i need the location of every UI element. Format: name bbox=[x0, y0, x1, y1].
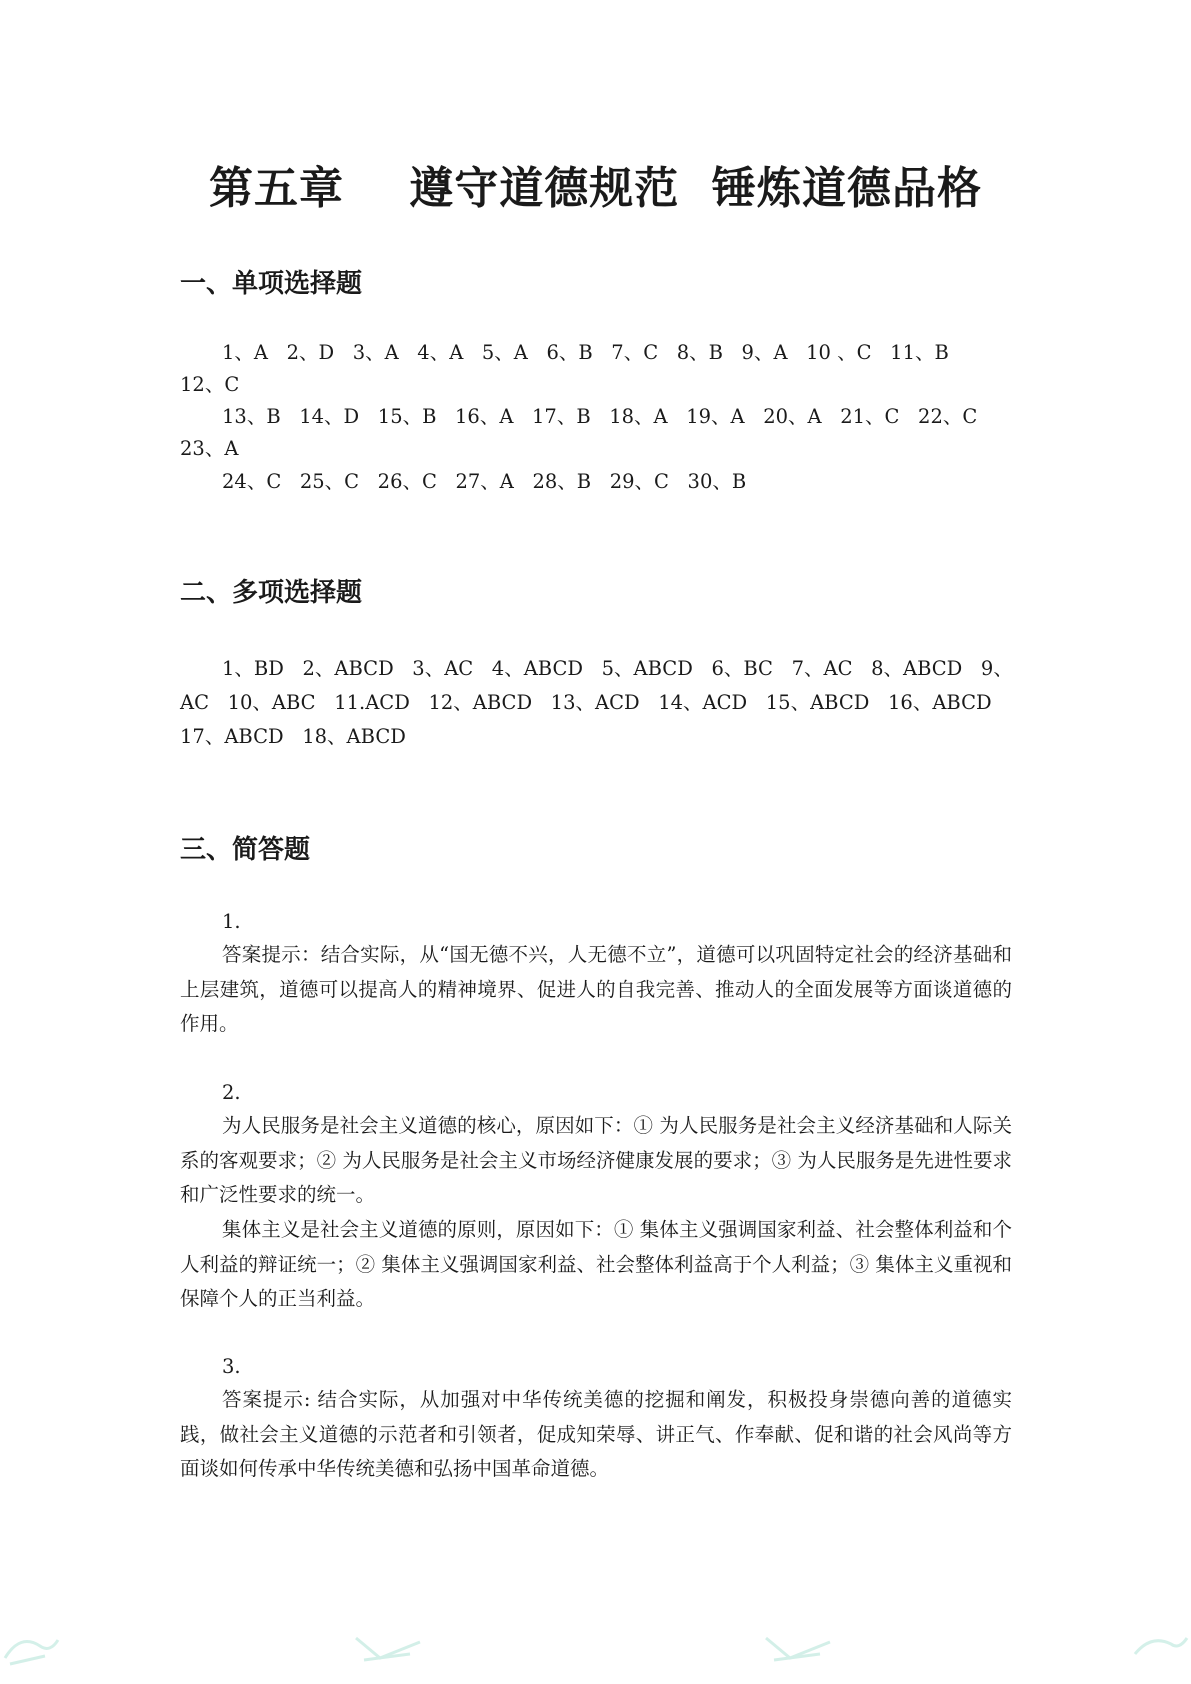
answer-line: 1、BD 2、ABCD 3、AC 4、ABCD 5、ABCD 6、BC 7、AC 8、ABCD 9、 bbox=[222, 657, 1013, 680]
section-heading-short-answer: 三、简答题 bbox=[180, 835, 311, 865]
answer-paragraph: 答案提示: 结合实际，从加强对中华传统美德的挖掘和阐发，积极投身崇德向善的道德实践，做社会主义道德的示范者和引领者，促成知荣辱、讲正气、作奉献、促和谐的社会风尚等方面谈如何传承中华传统美德和弘扬中国革命道德。 bbox=[180, 1388, 1012, 1480]
answer-paragraph: 集体主义是社会主义道德的原则，原因如下：① 集体主义强调国家利益、社会整体利益和个人利益的辩证统一；② 集体主义强调国家利益、社会整体利益高于个人利益；③ 集体主义重视和保障个人的正当利益。 bbox=[180, 1218, 1012, 1310]
watermark-logo bbox=[1131, 1628, 1191, 1668]
watermark-logo bbox=[760, 1628, 840, 1668]
watermark-logo bbox=[0, 1628, 60, 1668]
question-number: 1. bbox=[222, 910, 241, 933]
answer-paragraph: 为人民服务是社会主义道德的核心，原因如下：① 为人民服务是社会主义经济基础和人际关系的客观要求；② 为人民服务是社会主义市场经济健康发展的要求；③ 为人民服务是先进性要求和广泛性要求的统一。 bbox=[180, 1114, 1012, 1206]
answer-line: AC 10、ABC 11.ACD 12、ABCD 13、ACD 14、ACD 15、ABCD 16、ABCD bbox=[180, 691, 992, 714]
question-number: 2. bbox=[222, 1081, 241, 1104]
chapter-title: 第五章 遵守道德规范 锤炼道德品格 bbox=[209, 163, 982, 214]
question-number: 3. bbox=[222, 1355, 241, 1378]
answer-line: 17、ABCD 18、ABCD bbox=[180, 725, 406, 748]
answer-line: 1、A 2、D 3、A 4、A 5、A 6、B 7、C 8、B 9、A 10 、C 11、B bbox=[222, 341, 949, 364]
answer-line: 12、C bbox=[180, 373, 240, 396]
answer-line: 23、A bbox=[180, 437, 239, 460]
watermark-logo bbox=[350, 1628, 430, 1668]
answer-paragraph: 答案提示：结合实际，从“国无德不兴，人无德不立”，道德可以巩固特定社会的经济基础和上层建筑，道德可以提高人的精神境界、促进人的自我完善、推动人的全面发展等方面谈道德的作用。 bbox=[180, 943, 1012, 1035]
section-heading-single-choice: 一、单项选择题 bbox=[180, 269, 363, 299]
answer-line: 13、B 14、D 15、B 16、A 17、B 18、A 19、A 20、A 21、C 22、C bbox=[222, 405, 978, 428]
answer-line: 24、C 25、C 26、C 27、A 28、B 29、C 30、B bbox=[222, 470, 747, 493]
section-heading-multiple-choice: 二、多项选择题 bbox=[180, 578, 363, 608]
